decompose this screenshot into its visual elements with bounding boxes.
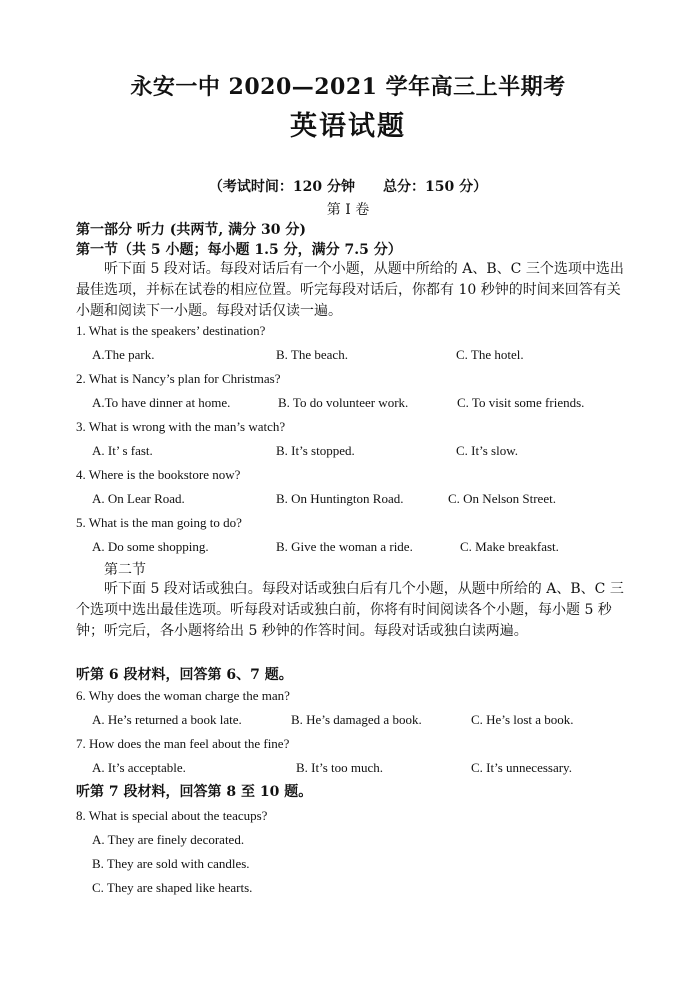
q6-option-b: B. He’s damaged a book. <box>291 712 422 727</box>
q2-option-a: A.To have dinner at home. <box>92 395 231 410</box>
question-2: 2. What is Nancy’s plan for Christmas? <box>76 371 281 386</box>
exam-title: 永安一中 2020—2021 学年高三上半期考 <box>130 74 566 100</box>
q4-option-c: C. On Nelson Street. <box>448 491 556 506</box>
exam-time: （考试时间：120 分钟 <box>208 179 355 195</box>
question-1: 1. What is the speakers’ destination? <box>76 323 266 338</box>
q4-option-b: B. On Huntington Road. <box>276 491 404 506</box>
part1-heading: 第一部分 听力 (共两节, 满分 30 分) <box>76 222 306 238</box>
q3-option-b: B. It’s stopped. <box>276 443 355 458</box>
q3-option-a: A. It’ s fast. <box>92 443 153 458</box>
question-4: 4. Where is the bookstore now? <box>76 467 241 482</box>
section2-heading: 第二节 <box>104 562 146 578</box>
q5-option-b: B. Give the woman a ride. <box>276 539 413 554</box>
q6-option-a: A. He’s returned a book late. <box>92 712 242 727</box>
q5-option-c: C. Make breakfast. <box>460 539 559 554</box>
section1-heading: 第一节（共 5 小题；每小题 1.5 分，满分 7.5 分） <box>76 242 402 258</box>
q7-option-b: B. It’s too much. <box>296 760 384 775</box>
question-3: 3. What is wrong with the man’s watch? <box>76 419 286 434</box>
q7-option-a: A. It’s acceptable. <box>92 760 186 775</box>
q1-option-c: C. The hotel. <box>456 347 524 362</box>
q7-option-c: C. It’s unnecessary. <box>471 760 572 775</box>
question-8: 8. What is special about the teacups? <box>76 808 268 823</box>
q2-option-b: B. To do volunteer work. <box>278 395 409 410</box>
q1-option-b: B. The beach. <box>276 347 348 362</box>
q6-option-c: C. He’s lost a book. <box>471 712 574 727</box>
question-7: 7. How does the man feel about the fine? <box>76 736 290 751</box>
section2-instructions: 听下面 5 段对话或独白。每段对话或独白后有几个小题，从题中所给的 A、B、C 三个选项中选出最佳选项。听每段对话或独白前，你将有时间阅读各个小题，每小题 5 秒钟；听完后，各小题将给出 5 秒钟的作答时间。每段对话或独白读两遍。 <box>76 581 624 639</box>
q1-option-a: A.The park. <box>92 347 155 362</box>
q4-option-a: A. On Lear Road. <box>92 491 185 506</box>
material-7-heading: 听第 7 段材料，回答第 8 至 10 题。 <box>76 784 313 800</box>
subject-title: 英语试题 <box>290 111 406 142</box>
q8-option-a: A. They are finely decorated. <box>92 832 245 847</box>
exam-info <box>0 176 696 196</box>
q8-option-b: B. They are sold with candles. <box>92 856 250 871</box>
q2-option-c: C. To visit some friends. <box>457 395 585 410</box>
volume-label: 第 I 卷 <box>326 202 370 218</box>
q5-option-a: A. Do some shopping. <box>92 539 209 554</box>
total-score: 总分：150 分） <box>383 179 488 195</box>
question-6: 6. Why does the woman charge the man? <box>76 688 290 703</box>
section1-instructions: 听下面 5 段对话。每段对话后有一个小题，从题中所给的 A、B、C 三个选项中选出最佳选项，并标在试卷的相应位置。听完每段对话后，你都有 10 秒钟的时间来回答有关小题和阅读下一小题。每段对话仅读一遍。 <box>76 261 624 319</box>
q3-option-c: C. It’s slow. <box>456 443 518 458</box>
question-5: 5. What is the man going to do? <box>76 515 242 530</box>
material-6-heading: 听第 6 段材料，回答第 6、7 题。 <box>76 667 293 683</box>
q8-option-c: C. They are shaped like hearts. <box>92 880 253 895</box>
